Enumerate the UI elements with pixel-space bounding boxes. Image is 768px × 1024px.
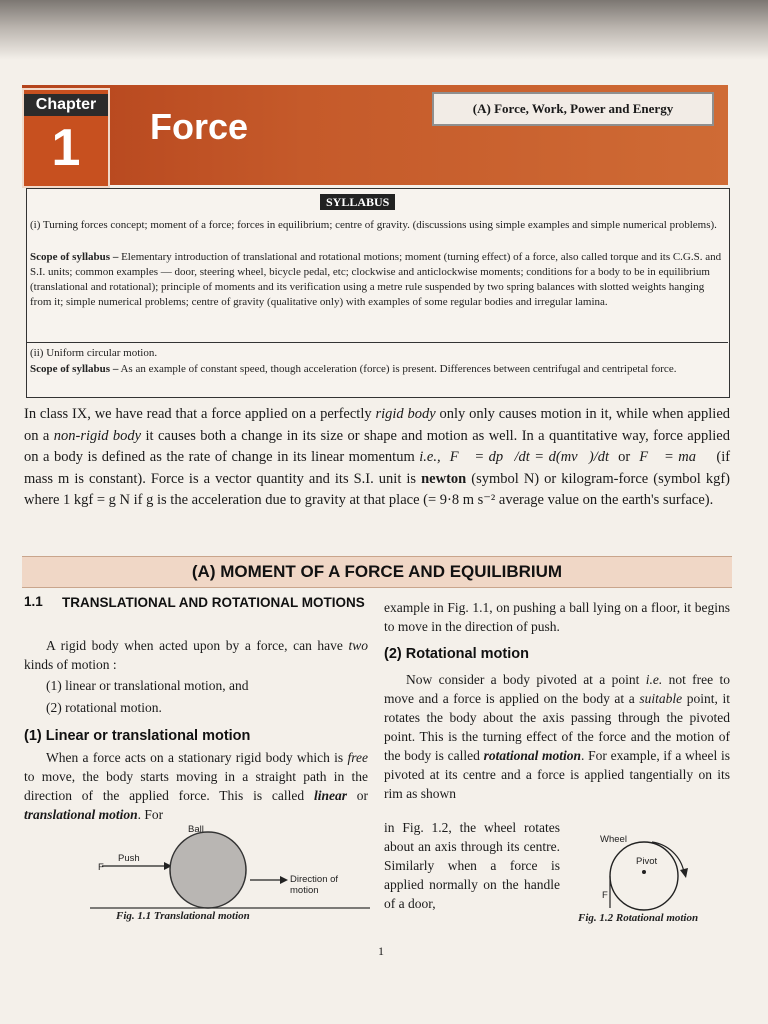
heading-1-1: TRANSLATIONAL AND ROTATIONAL MOTIONS: [62, 595, 365, 610]
body-text: kinds of motion :: [24, 657, 117, 672]
syllabus-item-1: (i) Turning forces concept; moment of a force; forces in equilibrium; centre of gravity. (discussions using simple examples and simple numerical problems).: [30, 219, 717, 231]
intro-text: (if mass m is constant). Force is a vector quantity and its S.I. unit is: [24, 449, 731, 487]
scope-text: As an example of constant speed, though acceleration (force) is present. Differences between centrifugal and centripetal force.: [120, 363, 677, 375]
rotation-arrowhead: [680, 868, 688, 878]
paragraph-linear: [24, 748, 368, 824]
figure-translational-motion: [90, 830, 370, 910]
page-edge-shadow: [0, 0, 768, 60]
scope-label: Scope of syllabus –: [30, 363, 119, 375]
term-translational-motion: translational motion: [24, 807, 138, 822]
syllabus-heading: SYLLABUS: [320, 194, 395, 210]
term-rigid-body: rigid body: [375, 406, 436, 422]
section-heading: (A) MOMENT OF A FORCE AND EQUILIBRIUM: [22, 556, 732, 588]
label-pivot: Pivot: [636, 856, 658, 867]
intro-text: or: [618, 449, 631, 465]
term-rotational-motion: rotational motion: [483, 748, 582, 763]
label-ball: Ball: [188, 824, 204, 835]
ball-shape: [170, 832, 246, 908]
intro-paragraph: [24, 404, 730, 512]
intro-text: (symbol N) or kilogram-force (symbol kgf) where 1 kgf = g N if g is the acceleration due to gravity at that place (= 9·8 m s⁻² average value on the earth's surface).: [24, 470, 730, 508]
label-direction: Direction of motion: [290, 874, 339, 896]
label-force-f: F: [602, 890, 608, 901]
heading-linear-motion: (1) Linear or translational motion: [24, 728, 251, 744]
chapter-number: 1: [51, 119, 81, 177]
term-newton: newton: [421, 470, 467, 487]
direction-arrowhead: [280, 876, 288, 884]
list-item-linear: (1) linear or translational motion, and: [46, 678, 249, 693]
label-wheel: Wheel: [600, 834, 627, 845]
term-non-rigid-body: non-rigid body: [53, 427, 142, 444]
paragraph-two-kinds: [24, 636, 368, 674]
body-text: point, it rotates the body about the axis passing through the pivoted point. This is the turning effect of the force and the motion of the body is called: [384, 691, 730, 763]
chapter-title: Force: [150, 106, 249, 147]
paragraph-rotational: [384, 670, 730, 803]
syllabus-scope-1: [30, 250, 722, 310]
intro-text: In class IX, we have read that a force applied on a perfectly: [24, 406, 376, 422]
pivot-point: [642, 870, 646, 874]
term-linear: linear: [313, 788, 347, 803]
heading-rotational-motion: (2) Rotational motion: [384, 646, 529, 662]
paragraph-wheel: in Fig. 1.2, the wheel rotates about an axis through its centre. Similarly when a force is applied normally on the handle of a door,: [384, 820, 560, 911]
body-text: to move, the body starts moving in a straight path in the direction of the applied force. This is called: [24, 769, 368, 803]
label-force-f: F: [98, 862, 104, 873]
intro-text: only only causes motion in it, while when applied on a: [24, 406, 731, 444]
chapter-badge: [22, 88, 110, 188]
body-text: or: [346, 788, 368, 803]
page-number: 1: [378, 944, 384, 958]
equation-newton: F⃗ = ma⃗: [639, 449, 708, 465]
chapter-label: Chapter: [24, 94, 108, 116]
syllabus-divider: [26, 342, 728, 343]
heading-number: 1.1: [24, 594, 43, 609]
body-text: Now consider a body pivoted at a point: [406, 672, 646, 687]
body-text: When a force acts on a stationary rigid body which is: [46, 750, 348, 765]
body-text: A rigid body when acted upon by a force, can have: [46, 638, 349, 653]
emphasis-suitable: suitable: [639, 691, 683, 706]
syllabus-scope-2: [30, 362, 722, 377]
emphasis-two: two: [348, 638, 368, 653]
list-item-rotational: (2) rotational motion.: [46, 700, 162, 715]
body-text: . For example, if a wheel is pivoted at its centre and a force is applied tangentially on its rim as shown: [384, 748, 730, 801]
ie-abbrev: i.e.,: [419, 449, 441, 465]
label-push: Push: [118, 853, 140, 864]
body-text: . For: [137, 807, 164, 822]
figure-1-1-caption: Fig. 1.1 Translational motion: [116, 910, 250, 922]
emphasis-free: free: [347, 750, 368, 765]
equation-momentum: F⃗ = dp⃗/dt = d(mv⃗)/dt: [449, 449, 610, 465]
intro-text: it causes both a change in its size or shape and motion as well. In a quantitative way, force applied on a body is defined as the rate of change in its linear momentum: [24, 427, 730, 465]
paragraph-example: example in Fig. 1.1, on pushing a ball lying on a floor, it begins to move in the direction of push.: [384, 600, 730, 634]
ie-abbrev: i.e.: [645, 672, 663, 687]
figure-1-2-caption: Fig. 1.2 Rotational motion: [578, 912, 699, 924]
scope-text: Elementary introduction of translational and rotational motions; moment (turning effect) of a force, also called torque and its C.G.S. and S.I. units; common examples — door, steering wheel, bicycle pedal, etc; clockwise and anticlockwise moments; conditions for a body to be in equilibrium (translational and rotational); principle of moments and its verification using a metre rule suspended by two spring balances with slotted weights hanging from it; simple numerical problems; centre of gravity (qualitative only) with examples of some regular bodies and irregular lamina.: [30, 251, 722, 308]
scope-label: Scope of syllabus –: [30, 251, 119, 263]
syllabus-item-2: (ii) Uniform circular motion.: [30, 347, 158, 359]
wheel-shape: [610, 842, 678, 910]
unit-tag: (A) Force, Work, Power and Energy: [432, 92, 714, 126]
body-text: not free to move and a force is applied on the body at a: [384, 672, 730, 706]
figure-rotational-motion: [592, 836, 712, 916]
